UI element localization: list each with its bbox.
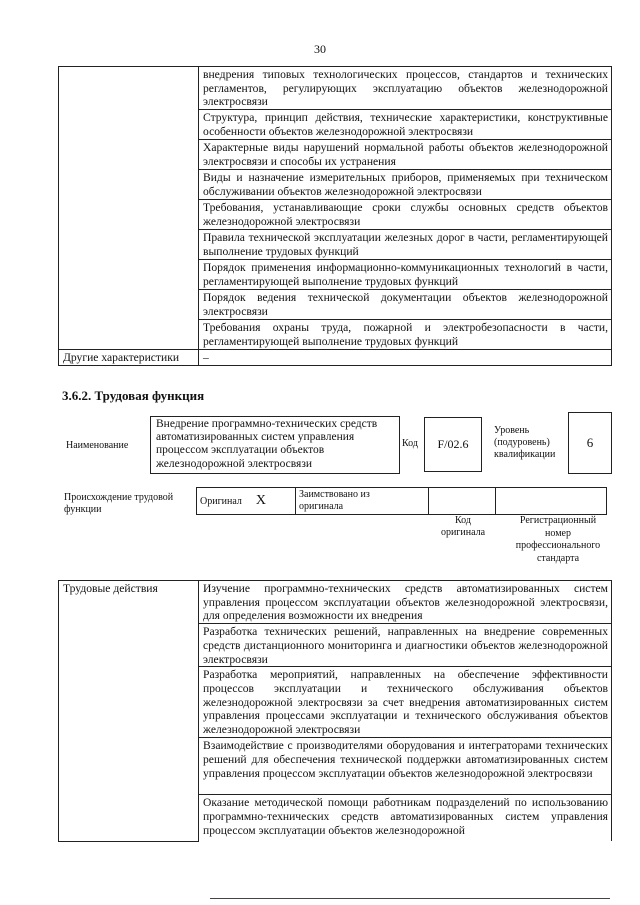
caption-line: Регистрационный xyxy=(519,515,597,526)
origin-label-line: Происхождение трудовой xyxy=(64,492,174,503)
code-label: Код xyxy=(402,438,418,449)
level-label-line: квалификации xyxy=(494,449,556,461)
empty-label-cell xyxy=(59,67,199,350)
caption-line: профессионального xyxy=(515,540,601,551)
page-number: 30 xyxy=(314,42,326,56)
requirements-table xyxy=(58,66,612,366)
labor-action-item: Разработка мероприятий, направленных на обеспечение эффективности процессов эксплуатации и технического обслуживания объектов железнодорожной электросвязи за счет внедрения автоматизированных систем управления процессами эксплуатации и технического обслуживания объектов железнодорожной электросвязи xyxy=(199,667,612,738)
code-value-box: F/02.6 xyxy=(424,417,482,472)
borrowed-label-line: Заимствовано из xyxy=(299,489,370,500)
function-name-box: Внедрение программно-технических средств автоматизированных систем управления процессом эксплуатации объектов железнодорожной электросвязи xyxy=(150,416,400,474)
level-label-line: (подуровень) xyxy=(494,437,550,449)
registration-number-caption xyxy=(508,515,608,565)
table-row xyxy=(197,488,607,515)
origin-table xyxy=(196,487,607,515)
knowledge-item: Порядок применения информационно-коммуникационных технологий в части, регламентирующей выполнение трудовых функций xyxy=(199,260,612,290)
original-mark: X xyxy=(255,493,267,508)
original-cell xyxy=(197,488,296,515)
borrowed-label-line: оригинала xyxy=(299,501,344,512)
table-row xyxy=(59,581,612,624)
knowledge-item: Структура, принцип действия, технические характеристики, конструктивные особенности объектов железнодорожной электросвязи xyxy=(199,110,612,140)
level-label xyxy=(494,425,555,462)
borrowed-cell xyxy=(296,488,429,515)
knowledge-item: внедрения типовых технологических процессов, стандартов и технических регламентов, регулирующих эксплуатацию объектов железнодорожной электросвязи xyxy=(199,67,612,110)
labor-action-item: Взаимодействие с производителями оборудования и интеграторами технических решений для обеспечения технической поддержки автоматизированных систем управления процессом эксплуатации объектов железнодорожной электросвязи xyxy=(199,738,612,795)
bottom-rule xyxy=(210,898,610,899)
original-code-cell xyxy=(429,488,496,515)
registration-number-cell xyxy=(496,488,607,515)
origin-label-line: функции xyxy=(64,504,102,515)
knowledge-item: Правила технической эксплуатации железных дорог в части, регламентирующей выполнение трудовых функций xyxy=(199,230,612,260)
caption-line: оригинала xyxy=(440,527,486,538)
other-characteristics-value: – xyxy=(199,350,612,366)
labor-actions-label: Трудовые действия xyxy=(59,581,199,842)
origin-label xyxy=(64,492,173,516)
level-label-line: Уровень xyxy=(494,425,530,436)
knowledge-item: Порядок ведения технической документации объектов железнодорожной электросвязи xyxy=(199,290,612,320)
labor-action-item: Оказание методической помощи работникам подразделений по использованию программно-технических средств автоматизированных систем управления процессом эксплуатации объектов железнодорожной xyxy=(199,795,612,842)
caption-line: Код xyxy=(455,515,471,526)
section-heading: 3.6.2. Трудовая функция xyxy=(62,388,205,403)
original-code-caption xyxy=(438,515,488,539)
table-row xyxy=(59,67,612,110)
labor-action-item: Изучение программно-технических средств автоматизированных систем управления процессом эксплуатации объектов железнодорожной электросвязи, для определения возможности их внедрения xyxy=(199,581,612,624)
caption-line: стандарта xyxy=(536,552,580,564)
original-label: Оригинал xyxy=(200,496,242,507)
knowledge-item: Виды и назначение измерительных приборов, применяемых при техническом обслуживании объектов железнодорожной электросвязи xyxy=(199,170,612,200)
knowledge-item: Требования охраны труда, пожарной и электробезопасности в части, регламентирующей выполнение трудовых функций xyxy=(199,320,612,350)
labor-action-item: Разработка технических решений, направленных на внедрение современных средств дистанционного мониторинга и диагностики объектов железнодорожной электросвязи xyxy=(199,624,612,667)
caption-line: номер xyxy=(545,527,571,539)
knowledge-item: Характерные виды нарушений нормальной работы объектов железнодорожной электросвязи и способы их устранения xyxy=(199,140,612,170)
labor-actions-table xyxy=(58,580,612,842)
level-value-box: 6 xyxy=(568,412,612,474)
knowledge-item: Требования, устанавливающие сроки службы основных средств объектов железнодорожной электросвязи xyxy=(199,200,612,230)
name-label: Наименование xyxy=(66,440,129,451)
other-characteristics-label: Другие характеристики xyxy=(59,350,199,366)
table-row xyxy=(59,350,612,366)
